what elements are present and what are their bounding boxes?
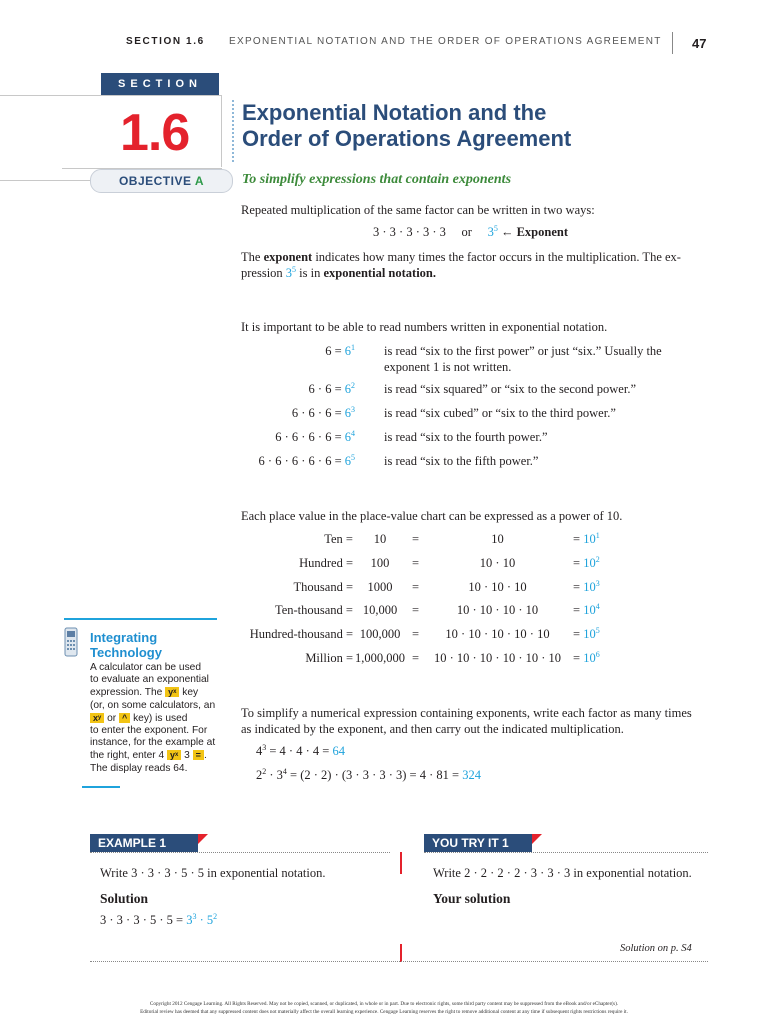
power-exponent: 3 <box>351 405 355 414</box>
body-line: A calculator can be used <box>90 662 202 673</box>
pv-eq: = <box>573 651 581 665</box>
pv-eq: = <box>412 651 420 665</box>
solution-label: Solution <box>100 891 149 906</box>
reading-text-cont: exponent 1 is not written. <box>384 360 512 374</box>
lhs: 6 · 6 = <box>308 382 342 396</box>
power-base: 3 <box>285 266 293 280</box>
power-exponent: 1 <box>595 531 600 540</box>
text: expression. The <box>90 687 166 699</box>
footer-line2: Editorial review has deemed that any suppressed content does not materially affect the overall learning experience. Cengage Learning reserves the right to remove additional content at any time if subsequent rights restrictions require it. <box>140 1009 628 1015</box>
power-exponent: 2 <box>351 381 355 390</box>
pv-power <box>573 531 600 547</box>
objective-label: OBJECTIVE <box>118 174 192 188</box>
power-exponent: 5 <box>595 626 600 635</box>
you-try-it-header: YOU TRY IT 1 <box>424 834 532 852</box>
solution-reference: Solution on p. S4 <box>620 943 692 954</box>
place-value-intro: Each place value in the place-value chart can be expressed as a power of 10. <box>241 509 623 523</box>
power-exponent: 2 <box>262 767 267 776</box>
or-word: or <box>461 225 472 239</box>
yx-key: yˣ <box>165 687 179 697</box>
body-line <box>90 686 220 699</box>
power-exponent: 3 <box>192 912 197 921</box>
pv-eq: = <box>412 556 420 570</box>
objective-badge <box>90 169 233 193</box>
power-exponent: 2 <box>213 912 218 921</box>
pv-name: Million = <box>305 651 353 665</box>
pv-eq: = <box>573 532 581 546</box>
simplify-line1: To simplify a numerical expression containing exponents, write each factor as many times <box>241 706 692 720</box>
example-header-corner <box>198 834 208 844</box>
pv-product: 10 · 10 · 10 · 10 · 10 <box>445 627 550 641</box>
section-title-line1: Exponential Notation and the <box>242 100 547 125</box>
you-try-prompt: Write 2 · 2 · 2 · 2 · 3 · 3 · 3 in exponential notation. <box>433 866 692 880</box>
pv-product: 10 · 10 · 10 · 10 <box>456 603 539 617</box>
caret-key: ^ <box>119 713 130 723</box>
exponent-arrow-label: ← Exponent <box>500 225 568 239</box>
expansion: = (2 · 2) · (3 · 3 · 3 · 3) = 4 · 81 = <box>286 768 463 782</box>
reading-text: is read “six to the first power” or just “six.” Usually the <box>384 344 662 358</box>
equals-key: = <box>193 750 204 760</box>
read-row-lhs <box>200 453 355 469</box>
example-solution <box>100 912 217 928</box>
power-exponent: 3 <box>595 579 600 588</box>
lhs: 6 = <box>325 344 342 358</box>
power-exponent: 5 <box>351 453 355 462</box>
lhs: 6 · 6 · 6 · 6 · 6 = <box>258 454 342 468</box>
pv-product: 10 · 10 · 10 <box>468 580 527 594</box>
text: or <box>104 712 119 724</box>
read-row-lhs <box>200 343 355 359</box>
pv-name: Hundred-thousand = <box>249 627 353 641</box>
pv-eq: = <box>573 627 581 641</box>
read-row-text: is read “six to the fourth power.” <box>384 430 548 444</box>
para-text: The <box>241 250 264 264</box>
solution-lhs: 3 · 3 · 3 · 5 · 5 = <box>100 913 187 927</box>
text: key) is used <box>130 712 188 724</box>
integrating-technology-title <box>90 630 162 660</box>
result: 324 <box>462 768 481 782</box>
body-line: The display reads 64. <box>90 762 188 774</box>
power-base: 10 <box>583 627 596 641</box>
power-exponent: 2 <box>595 555 600 564</box>
pv-eq: = <box>412 532 420 546</box>
term-exponent: exponent <box>263 250 313 264</box>
power-base: 10 <box>583 603 596 617</box>
text: key <box>179 687 199 699</box>
sidebar-top-rule <box>64 618 217 620</box>
lhs: 6 · 6 · 6 = <box>291 406 342 420</box>
read-row-text: is read “six squared” or “six to the second power.” <box>384 382 637 396</box>
power-base: 10 <box>583 651 596 665</box>
pv-number: 10,000 <box>362 603 398 617</box>
para-text: pression <box>241 266 286 280</box>
column-divider-top <box>400 852 402 874</box>
simplify-paragraph <box>241 705 721 737</box>
yx-key: yˣ <box>167 750 181 760</box>
power-base: 6 <box>344 430 351 444</box>
pv-power <box>573 650 600 666</box>
lhs: 6 · 6 · 6 · 6 = <box>275 430 342 444</box>
intro-line: Repeated multiplication of the same factor can be written in two ways: <box>241 203 595 217</box>
pv-power <box>573 555 600 571</box>
read-row-text: is read “six to the fifth power.” <box>384 454 539 468</box>
simplify-example-1 <box>256 743 345 759</box>
your-solution-label: Your solution <box>433 891 511 906</box>
power-exponent: 4 <box>595 602 600 611</box>
pv-number: 10 <box>373 532 387 546</box>
body-line: to evaluate an exponential <box>90 674 209 686</box>
sidebar-bottom-rule <box>82 786 120 788</box>
example-dotted-rule <box>90 852 390 853</box>
pv-eq: = <box>573 580 581 594</box>
intro-expression <box>373 224 568 240</box>
power-base: · 3 <box>266 768 283 782</box>
pv-power <box>573 579 600 595</box>
pv-eq: = <box>573 556 581 570</box>
objective-letter: A <box>194 174 205 188</box>
pv-number: 1,000,000 <box>355 651 405 665</box>
pv-number: 1000 <box>367 580 393 594</box>
section-tab: SECTION <box>101 73 219 95</box>
read-row-text <box>384 343 714 375</box>
page-number: 47 <box>692 36 707 51</box>
header-divider <box>672 32 673 54</box>
text: 3 <box>181 750 193 762</box>
text: . <box>203 750 207 762</box>
pv-product: 10 · 10 <box>479 556 516 570</box>
section-box-edge <box>221 95 222 167</box>
you-try-header-corner <box>532 834 542 844</box>
pv-product: 10 <box>491 532 504 546</box>
power-base: 6 <box>344 406 351 420</box>
body-line <box>90 749 220 762</box>
pv-name: Hundred = <box>299 556 353 570</box>
running-header-section: SECTION 1.6 <box>126 36 205 47</box>
power-exponent: 4 <box>282 767 287 776</box>
power-base: 10 <box>583 580 596 594</box>
expansion: = 4 · 4 · 4 = <box>266 744 333 758</box>
body-line: (or, on some calculators, an <box>90 699 216 711</box>
power-base: 5 <box>206 913 214 927</box>
power-base: 6 <box>344 344 351 358</box>
power-base: 10 <box>583 556 596 570</box>
section-rule <box>0 95 64 96</box>
pv-name: Ten = <box>324 532 353 546</box>
title-line: Integrating <box>90 630 158 645</box>
para-text: indicates how many times the factor occurs in the multiplication. The ex- <box>312 250 681 264</box>
section-title-line2: Order of Operations Agreement <box>242 126 572 151</box>
pv-number: 100,000 <box>359 627 401 641</box>
simplify-example-2 <box>256 767 481 783</box>
pv-power <box>573 626 600 642</box>
power-base: 10 <box>583 532 596 546</box>
example-1-header: EXAMPLE 1 <box>90 834 198 852</box>
para-text: is in <box>296 266 324 280</box>
you-try-dotted-rule <box>424 852 708 853</box>
read-row-lhs <box>200 429 355 445</box>
pv-eq: = <box>412 603 420 617</box>
example-prompt: Write 3 · 3 · 3 · 5 · 5 in exponential notation. <box>100 866 326 880</box>
footer-line1: Copyright 2012 Cengage Learning. All Rights Reserved. May not be copied, scanned, or duplicated, in whole or in part. Due to electronic rights, some third party content may be suppressed from the eBook and/or eChapter(s). <box>149 1001 619 1007</box>
power-base: 3 <box>186 913 193 927</box>
power-base: 6 <box>344 454 351 468</box>
power-base: 2 <box>256 768 263 782</box>
power-base: 3 <box>487 225 494 239</box>
repeated-product: 3 · 3 · 3 · 3 · 3 <box>373 225 446 239</box>
body-line: instance, for the example at <box>90 737 216 749</box>
section-number: 1.6 <box>120 104 190 162</box>
pv-name: Ten-thousand = <box>274 603 353 617</box>
power-base: 6 <box>344 382 351 396</box>
power-base: 4 <box>256 744 263 758</box>
exponent-paragraph <box>241 249 711 281</box>
power-exponent: 3 <box>262 743 267 752</box>
pv-power <box>573 602 600 618</box>
read-row-lhs <box>200 405 355 421</box>
read-row-text: is read “six cubed” or “six to the third power.” <box>384 406 616 420</box>
simplify-line2: as indicated by the exponent, and then carry out the indicated multiplication. <box>241 722 624 736</box>
copyright-footer <box>0 1000 768 1016</box>
power-exponent: 6 <box>595 650 600 659</box>
title-line: Technology <box>90 645 162 660</box>
running-header-title: EXPONENTIAL NOTATION AND THE ORDER OF OPERATIONS AGREEMENT <box>229 36 662 47</box>
power-exponent: 4 <box>351 429 355 438</box>
integrating-technology-body <box>90 662 220 775</box>
term-exponential-notation: exponential notation. <box>323 266 436 280</box>
read-row-lhs <box>200 381 355 397</box>
pv-name: Thousand = <box>293 580 353 594</box>
reading-intro: It is important to be able to read numbers written in exponential notation. <box>241 320 608 334</box>
power-exponent: 5 <box>292 265 297 274</box>
section-title <box>242 100 702 152</box>
xy-key: xʸ <box>90 713 104 723</box>
pv-product: 10 · 10 · 10 · 10 · 10 · 10 <box>433 651 562 665</box>
column-divider-bottom <box>400 944 402 962</box>
power-exponent: 5 <box>493 224 498 233</box>
example-bottom-rule <box>90 961 708 962</box>
text: the right, enter 4 <box>90 750 168 762</box>
objective-text: To simplify expressions that contain exponents <box>242 172 512 187</box>
pv-number: 100 <box>370 556 390 570</box>
dot: · <box>196 913 207 927</box>
calculator-icon <box>64 627 78 657</box>
pv-eq: = <box>412 580 420 594</box>
body-line: to enter the exponent. For <box>90 725 208 737</box>
power-exponent: 1 <box>351 343 355 352</box>
body-line <box>90 712 220 725</box>
section-dotted-rule <box>232 100 236 162</box>
result: 64 <box>332 744 345 758</box>
pv-eq: = <box>573 603 581 617</box>
pv-eq: = <box>412 627 420 641</box>
